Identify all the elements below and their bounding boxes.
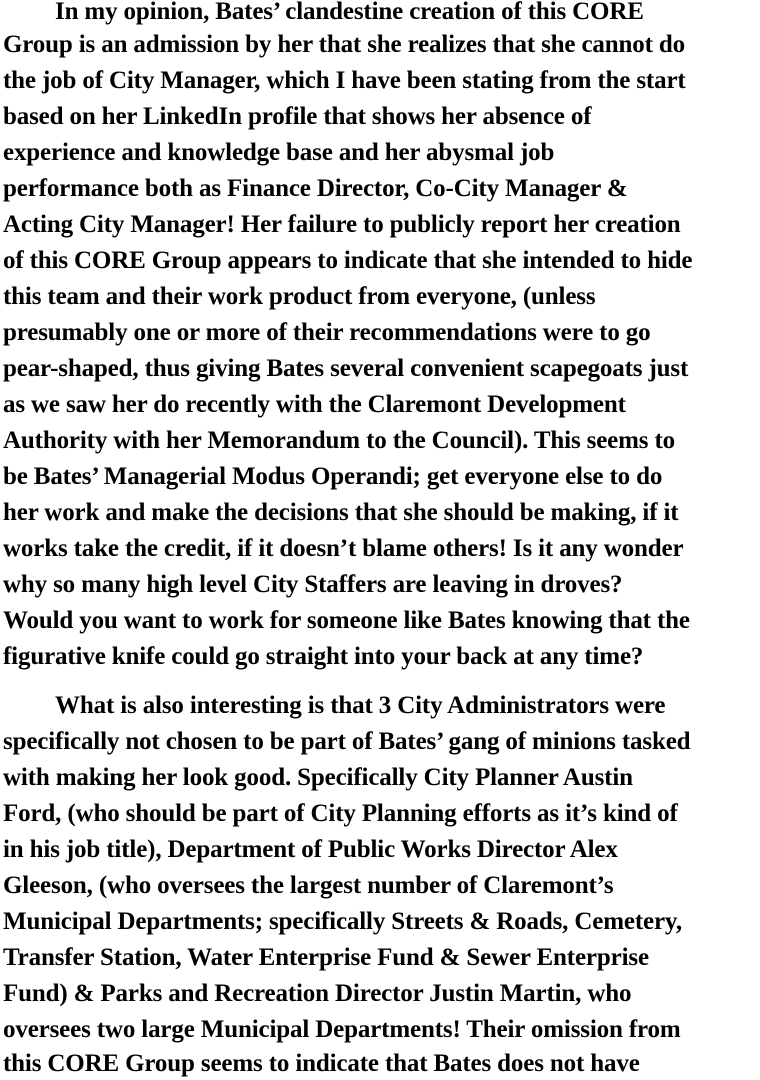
text-line: in his job title), Department of Public Works Director Alex [3, 836, 618, 863]
text-line: oversees two large Municipal Departments! Their omission from [3, 1016, 681, 1043]
text-line: What is also interesting is that 3 City Administrators were [55, 692, 666, 719]
text-line: Would you want to work for someone like Bates knowing that the [3, 607, 690, 634]
text-line: Transfer Station, Water Enterprise Fund & Sewer Enterprise [3, 944, 649, 971]
text-line: Fund) & Parks and Recreation Director Justin Martin, who [3, 980, 632, 1007]
text-line: why so many high level City Staffers are leaving in droves? [3, 571, 623, 598]
text-line: Authority with her Memorandum to the Council). This seems to [3, 427, 676, 454]
text-line: of this CORE Group appears to indicate that she intended to hide [3, 247, 693, 274]
text-line: this CORE Group seems to indicate that Bates does not have [3, 1050, 640, 1077]
text-line: specifically not chosen to be part of Bates’ gang of minions tasked [3, 728, 691, 755]
text-line: this team and their work product from everyone, (unless [3, 283, 596, 310]
text-line: with making her look good. Specifically City Planner Austin [3, 764, 633, 791]
text-line: experience and knowledge base and her abysmal job [3, 139, 555, 166]
text-line: presumably one or more of their recommendations were to go [3, 319, 651, 346]
text-line: performance both as Finance Director, Co-City Manager & [3, 175, 628, 202]
text-line: works take the credit, if it doesn’t blame others! Is it any wonder [3, 535, 684, 562]
text-line: Municipal Departments; specifically Streets & Roads, Cemetery, [3, 908, 682, 935]
text-line: the job of City Manager, which I have been stating from the start [3, 67, 686, 94]
text-line: Group is an admission by her that she realizes that she cannot do [3, 31, 686, 58]
text-line: figurative knife could go straight into your back at any time? [3, 643, 644, 670]
text-line: Acting City Manager! Her failure to publicly report her creation [3, 211, 681, 238]
text-line: Ford, (who should be part of City Planning efforts as it’s kind of [3, 800, 678, 827]
text-line: pear-shaped, thus giving Bates several convenient scapegoats just [3, 355, 689, 382]
text-line: based on her LinkedIn profile that shows her absence of [3, 103, 592, 130]
text-line: her work and make the decisions that she should be making, if it [3, 499, 679, 526]
text-line: be Bates’ Managerial Modus Operandi; get everyone else to do [3, 463, 663, 490]
text-line: In my opinion, Bates’ clandestine creation of this CORE [55, 0, 644, 25]
text-line: Gleeson, (who oversees the largest number of Claremont’s [3, 872, 614, 899]
text-line: as we saw her do recently with the Claremont Development [3, 391, 626, 418]
